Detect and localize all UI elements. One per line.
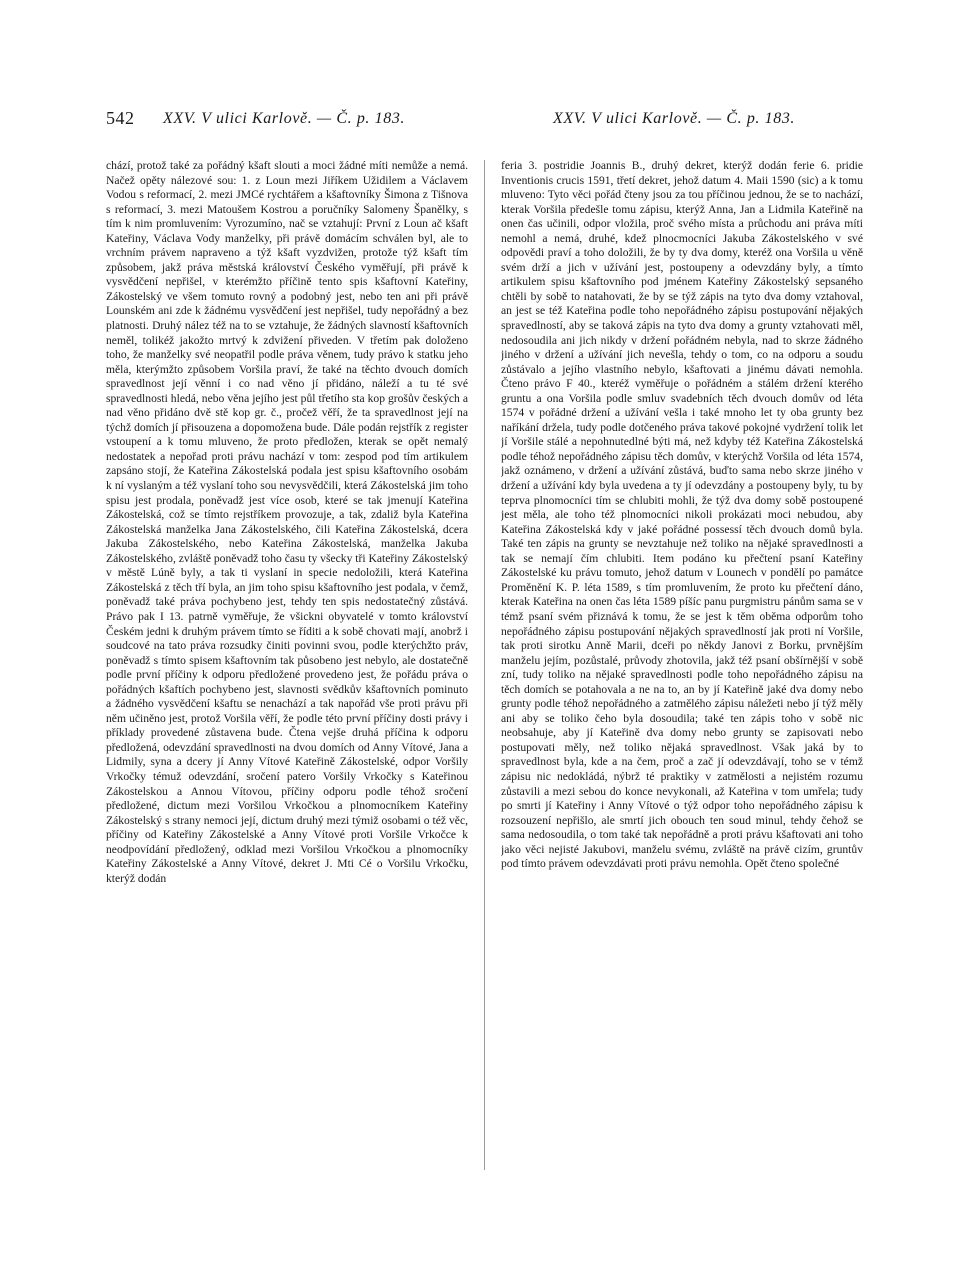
page-header: [0, 108, 960, 138]
left-text-column: chází, protož také za pořádný kšaft slouti a moci žádné míti nemůže a nemá. Načež opěty nálezové sou: 1. z Loun mezi Jiříkem Užidilem a Václavem Vodou s reformací, 2. mezi JMCé rychtářem a kšaftovníky Šimona z Tišnova s reformací, 3. mezi Matoušem Kostrou a poručníky Salomeny Španělky, s tím k nim promluvením: Vyrozumíno, nač se vztahují: První z Loun ač kšaft Kateřiny, Václava Vody manželky, při právě domácím schválen byl, ale to vrchním právem napraveno a týž kšaft vyzdvižen, protože týž kšaft tím způsobem, jakž práva městská království Českého vyměřují, při právě k vysvědčení nepřišel, v kterémžto příčině tento spis kšaftovní Kateřiny, Zákostelský ve všem tomuto rovný a podobný jest, nebo ten ani při právě Lounském ani zde k žádnému vysvědčení jest nepřišel, tudy nepořádný a bez platnosti. Druhý nález též na to se vztahuje, že žádných slavností kšaftovních neměl, tolikéž jakožto mrtvý k zdvižení přiveden. V třetím pak doloženo toho, že manželky své neopatřil podle práva věnem, tudy právo k statku jeho měla, kterýmžto způsobem Voršila praví, že také na těchto dvouch domích spravedlnost její věnní i co nad věno jí přidáno, náleží a tu té své spravedlnosti hledá, nebo věna jejího jest půl třetího sta kop grošův českých a nad věno přidáno dvě stě kop gr. č., pročež věří, že ta spravedlnost její na týchž domích jí přisouzena a dopomožena bude. Dále podán rejstřík z register vstoupení a k tomu mluveno, že proto předložen, kterak se opět nemalý nedostatek a nepořad proti právu nachází v tom: zespod pod tím artikulem zapsáno stojí, že Kateřina Zákostelská podala jest spisu kšaftovního osobám k ní vyslaným a též vyslaní toho sou nevysvědčili, která Zákostelská jim toho spisu jest prodala, poněvadž jest více osob, které se tak jmenují Kateřina Zákostelská, což se tímto rejstříkem provozuje, a tak, zdaliž byla Kateřina Zákostelská manželka Jana Zákostelského, čili Kateřina Zákostelská, dcera Jakuba Zákostelského, nebo Kateřina Zákostelská, manželka Jakuba Zákostelského, zvláště poněvadž toho času ty všecky tři Kateřiny Zákostelský v městě Lúně byly, a tak ti vyslaní in specie nedoložili, která Kateřina Zákostelská z těch tří byla, an jim toho spisu kšaftovního jest podala, v čemž, poněvadž také práva pochybeno jest, tehdy ten spis nedostatečný zůstává. Právo pak I 13. patrně vyměřuje, že všickni obyvatelé v tomto království Českém jedni k druhým právem tímto se říditi a k sobě chovati mají, anobrž i soudcové na tato práva rozsudky činiti povinni svou, podle kterýchžto práv, poněvadž s tímto spisem kšaftovním tak působeno jest nebylo, ale dostatečně podle první příčiny k odporu předložené provedeno jest, že pořádu práva o pořádných kšaftích pochybeno jest, slavnosti svědkův kšaftovních pominuto a žádného vysvědčení kšaftu se nenachází a tak napořád vše proti právu při něm učiněno jest, protož Voršila věří, že podle této první příčiny dosti právy i příklady provedené zůstavena bude. Čtena vejše druhá příčina k odporu předložená, odevzdání spravedlnosti na dvou domích od Anny Vítové, Jana a Lidmily, syna a dcery jí Anny Vítové Kateřině Zákostelské, odpor Voršily Vrkočky témuž odevzdání, sročení patero Voršily Vrkočky s Kateřinou Zákostelskou a Annou Vítovou, příčiny odporu podle téhož sročení předložené, dictum mezi Voršilou Vrkočkou a plnomocníkem Kateřiny Zákostelský s strany nemoci její, dictum druhý mezi týmiž osobami o též věc, příčiny od Kateřiny Zákostelské a Anny Vítové proti Voršile Vrkočce k neodpovídání předložený, odklad mezi Voršilou Vrkočkou a plnomocníky Kateřiny Zákostelské a Anny Vítové, dekret J. Mti Cé o Voršilu Vrkočku, kterýž dodán: [106, 159, 468, 885]
page-number: 542: [106, 108, 135, 128]
running-head-left: XXV. V ulici Karlově. — Č. p. 183.: [163, 110, 406, 127]
column-divider: [484, 160, 485, 1170]
right-text-column: feria 3. postridie Joannis B., druhý dekret, kterýž dodán ferie 6. pridie Inventionis crucis 1591, třetí dekret, jehož datum 4. Maii 1590 (sic) a k tomu mluveno: Tyto věci pořád čteny jsou za tou příčinou jednou, že se to nachází, kterak Voršila předešle tomu zápisu, kterýž Anna, Jan a Lidmila Kateřině na onen čas učinili, odpor vložila, proč svého místa a průchodu ani práva míti nemohl a nemá, druhé, kdež plnocmocníci Jakuba Zákostelského v své odpovědi praví a toho doložili, že by ty dva domy, kteréž ona Voršila u věně svém drží a jich v užívání jest, postoupeny a odevzdány byly, a tímto artikulem spisu kšaftovního pod jménem Kateřiny Zákostelský sepsaného chtěli by sobě to natahovati, že by se týž zápis na tyto dva domy vztahoval, an jest se též Kateřina podle toho nepořádného zápisu postupování nějakých spravedlností, aby se taková zápis na tyto dva domy a grunty vztahovati měl, nedosoudila ani jich nikdy v držení pořádném nebyla, nad to skrze žádného jiného v držení a užívání jich nevešla, tehdy o tom, co na odporu a soudu zůstávalo a jejího vlastního nebylo, kšaftovati a jinému dávati nemohla. Čteno právo F 40., kteréž vyměřuje o pořádném a stálém držení kterého gruntu a ona Voršila podle smluv svadebních těch dvouch domův od léta 1574 v pořádné držení a užívání vešla i také mnoho let ty oba grunty bez naříkání držela, tudy podle dotčeného práva takové pokojné vydržení tolik let jí Voršile stálé a nepohnutedlné býti má, než kdyby též Kateřina Zákostelská podle téhož nepořádného zápisu těch domův, v kterýchž Voršila od léta 1574, jakž oznámeno, v držení a užívání zůstává, buďto sama nebo skrze jiného v držení a užívání kdy byla uvedena a ty jí odevzdány a postoupeny byly, tu by teprva plnomocníci tím se chlubiti mohli, že týž dva domy sobě postoupené jest měla, ale toho též plnomocníci nikoli prokázati moci nebudou, aby Kateřina Zákostelská kdy v jaké pořádné possessí těch dvouch domů byla. Také ten zápis na grunty se nevztahuje než toliko na nějaké spravedlnosti a tak se nemají čím chlubiti. Item podáno ku přečtení psaní Kateřiny Zákostelské ku právu tomuto, jehož datum v Lounech v pondělí po památce Proměnění K. P. léta 1589, s tím promluvením, že proto ku přečtení dáno, kterak Kateřina na onen čas léta 1589 píšíc panu purgmistru pánům sama se v témž psaní svém přiznává k tomu, že se jest k těm oběma odporům toho nepořádného zápisu postupování nějakých spravedlností jak proti ní Voršile, tak proti sirotku Anně Marii, dceři po někdy Janovi z Borku, prvnějším manželu jejím, pozůstalé, průvody zhotovila, jakž též psaní obšírnější v sobě zní, tudy toliko na nějaké spravedlnosti podle toho nepořádného zápisu na těch domích se potahovala a ne na to, an by jí Kateřině jaké dva domy nebo grunty podle téhož nepořádného a zatmělého zápisu náležeti nebo jí týž měly ani aby se toliko čeho byla dosoudila; také ten zápis toho v sobě nic neobsahuje, aby jí Kateřině dva domy nebo grunty se zapisovati nebo postupovati měly, než toliko nějaká spravedlnost. Však jaká by to spravedlnost byla, kde a na čem, proč a zač jí odevzdávají, toho se v témž zápisu nic nedokládá, nýbrž té praktiky v zatmělosti a nejistém rozumu zůstavili a mezi sebou do konce nevykonali, až Kateřina v tom umřela; tudy po smrti jí Kateřiny i Anny Vítové o týž odpor toho nepořádného zápisu k rozsouzení nepřišlo, ale smrtí jich obouch ten soud minul, tehdy čehož se sama nedosoudila, o tom také tak nepořádně a proti právu kšaftovati ani toho jako věci nejisté Jakubovi, manželu svému, zvláště na právě cizím, gruntův pod tímto právem odevzdávati proti právu nemohla. Opět čteno společné: [501, 159, 863, 871]
running-head-right: XXV. V ulici Karlově. — Č. p. 183.: [553, 110, 796, 127]
